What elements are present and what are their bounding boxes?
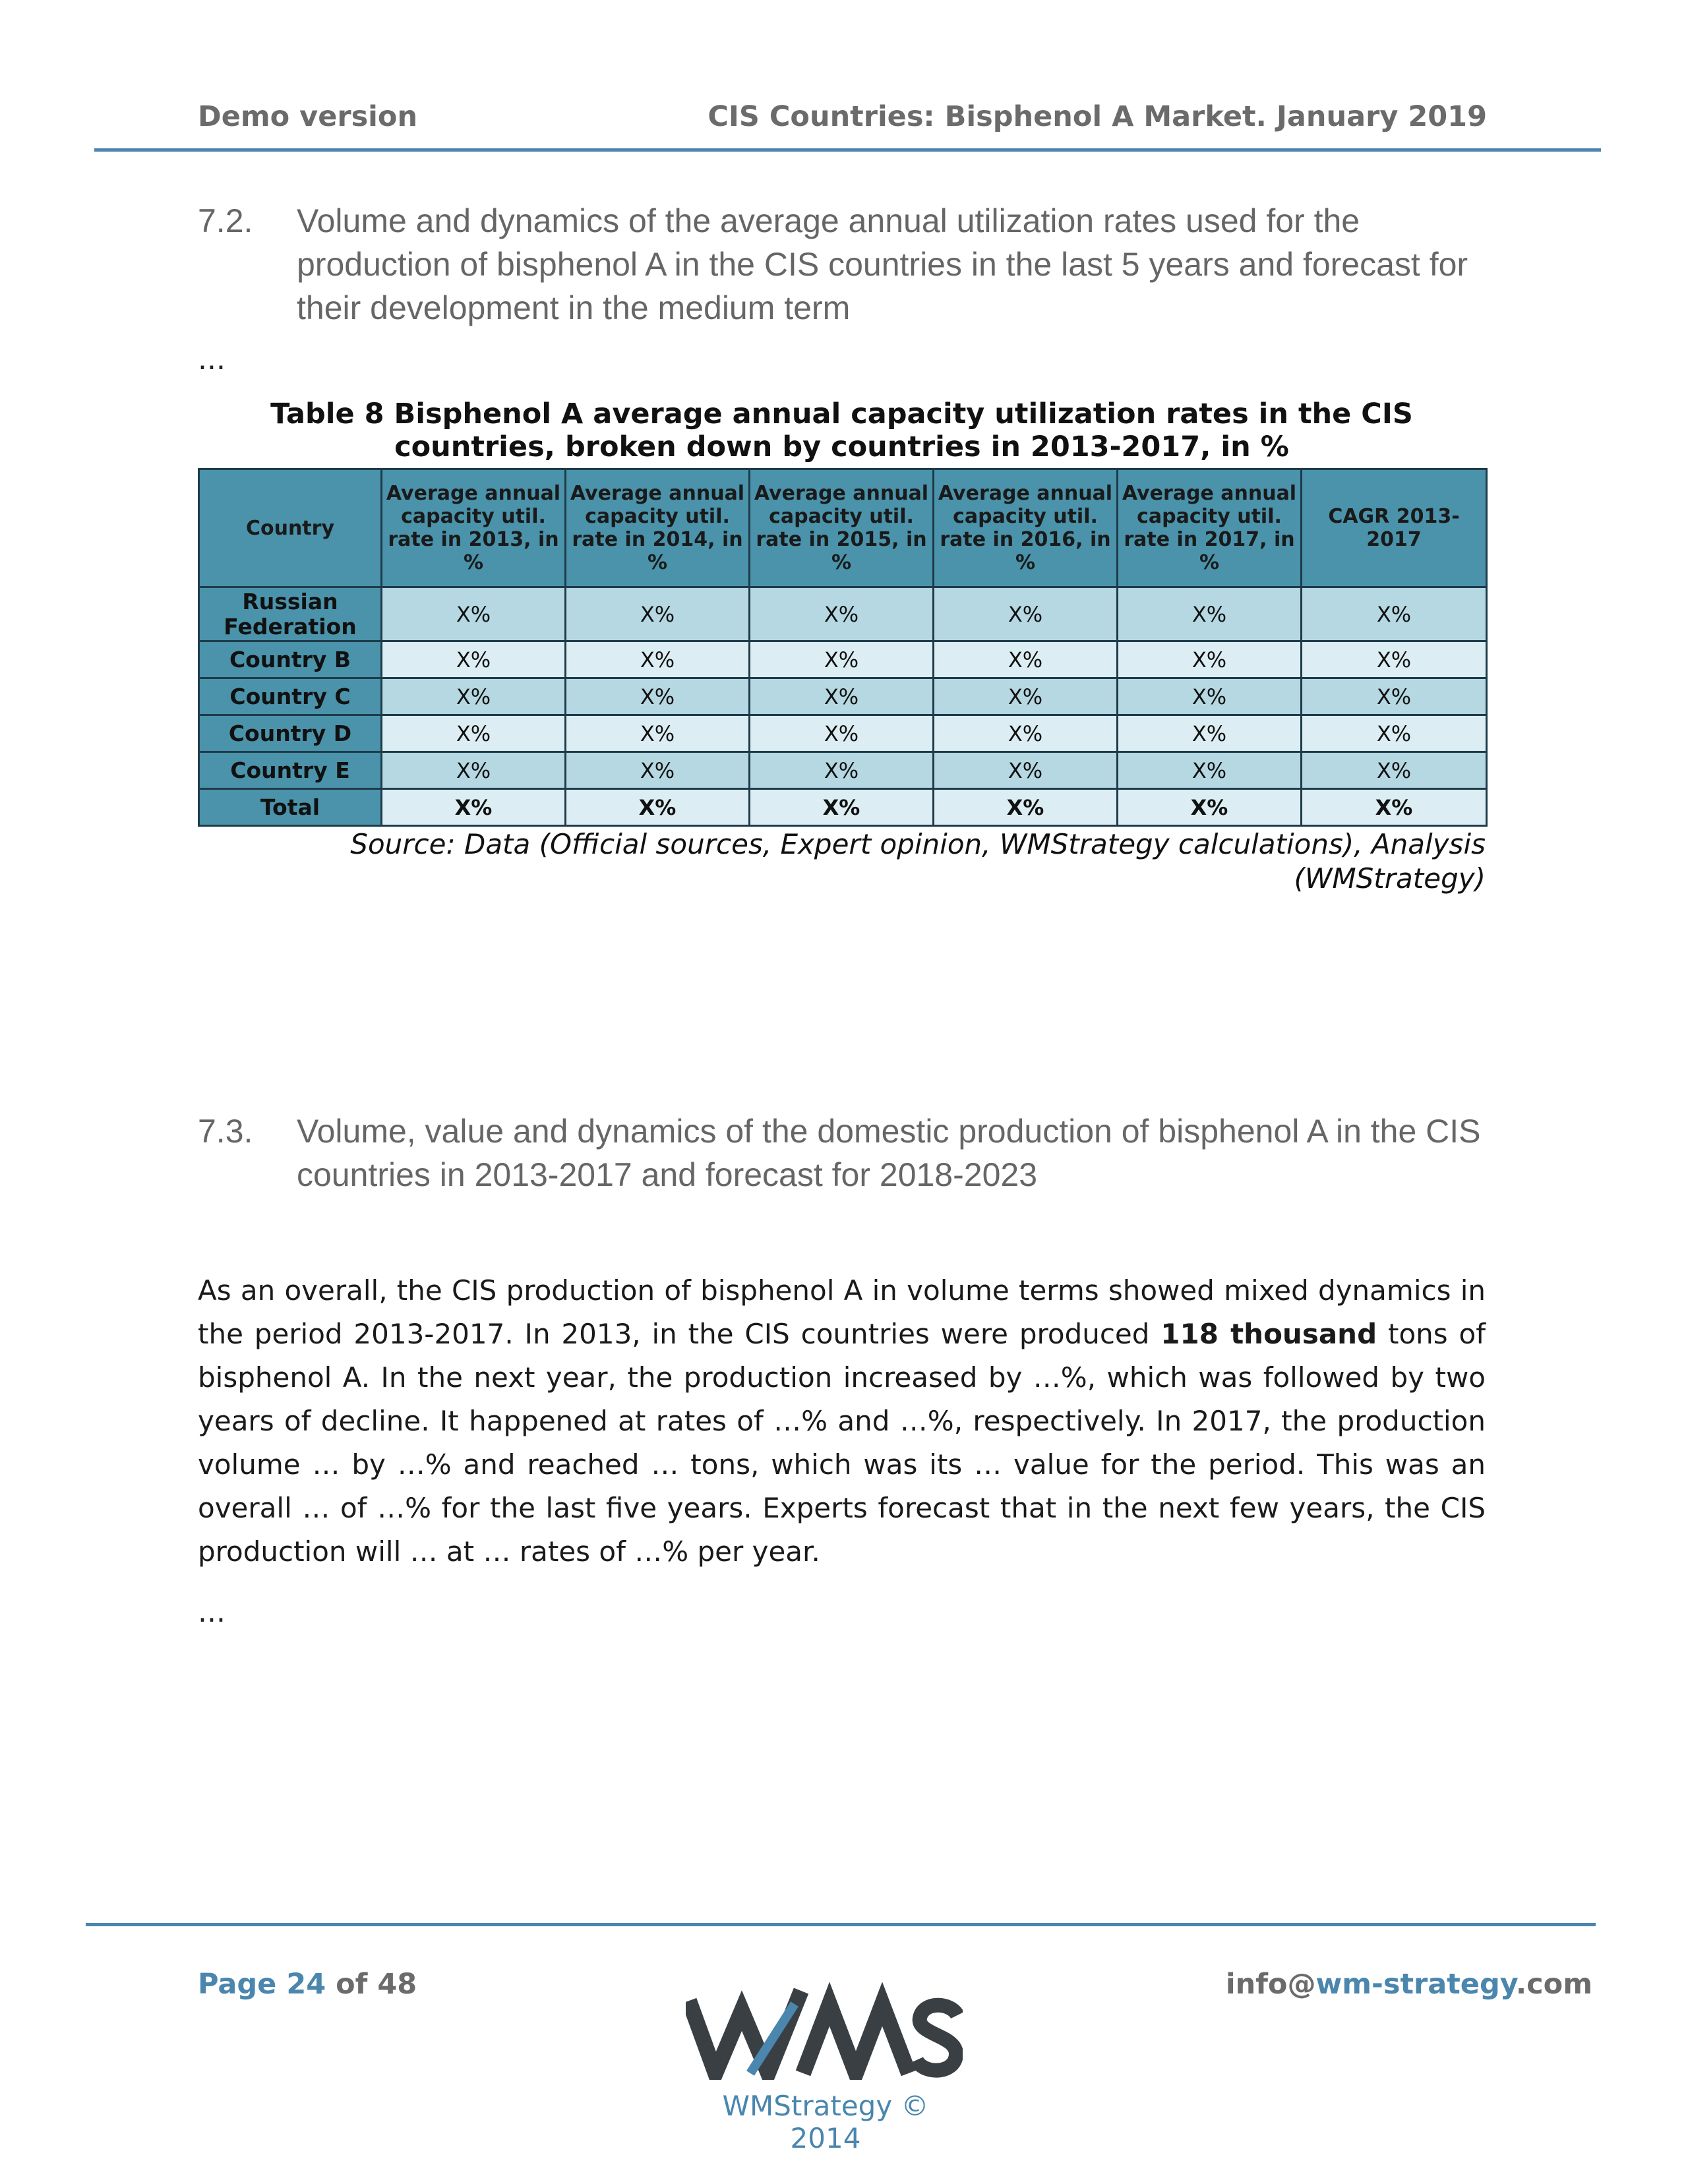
cell-value: X% [1302,752,1487,789]
cell-value: X% [382,789,566,826]
table-row [199,752,1487,789]
row-country-total: Total [199,789,382,826]
page-number: 24 [286,1968,326,2001]
cell-value: X% [750,641,934,678]
cell-value: X% [1118,752,1302,789]
paragraph-text: tons of bisphenol A. In the next year, the production increased by …%, which was followed by two years of decline. It happened at rates of …% and …%, respectively. In 2017, the production volume … by …% and reached … tons, which was its … value for the period. This was an overall … of …% for the last five years. Experts forecast that in the next few years, the CIS production will … at … rates of …% per year. [198,1318,1486,1568]
cell-value: X% [566,752,750,789]
email-domain: wm-strategy [1315,1968,1516,2001]
cell-value: X% [566,587,750,641]
table-total-row [199,789,1487,826]
cell-value: X% [750,678,934,715]
body-paragraph [198,1269,1486,1574]
cell-value: X% [750,752,934,789]
row-country: Country E [199,752,382,789]
logo-caption: WMStrategy © 2014 [722,2090,929,2154]
row-country: Country D [199,715,382,752]
section-title: Volume and dynamics of the average annual utilization rates used for the production of bisphenol A in the CIS countries in the last 5 years and forecast for their development in the medium term [297,202,1468,326]
utilization-table [198,468,1488,827]
row-country: Country B [199,641,382,678]
cell-value: X% [1302,715,1487,752]
cell-value: X% [1118,715,1302,752]
ellipsis: ... [198,1595,226,1629]
header-2014: Average annual capacity util. rate in 2014, in % [566,469,750,587]
section-heading-7-3 [198,1109,1490,1196]
contact-email[interactable] [1226,1968,1592,2001]
cell-value: X% [750,715,934,752]
header-divider [94,148,1601,152]
header-2017: Average annual capacity util. rate in 2017, in % [1118,469,1302,587]
cell-value: X% [382,715,566,752]
header-country: Country [199,469,382,587]
logo-letter-s [917,2005,957,2071]
table-row [199,641,1487,678]
cell-value: X% [1302,587,1487,641]
section-number: 7.2. [198,202,253,239]
table-header-row [199,469,1487,587]
section-heading-7-2 [198,199,1490,330]
footer-divider [86,1923,1596,1926]
paragraph-text: As an overall, the CIS production of bisphenol A in volume terms showed mixed dynamics in the period 2013-2017. In 2013, in the CIS countries were produced [198,1274,1486,1350]
cell-value: X% [382,587,566,641]
table-caption: Table 8 Bisphenol A average annual capacity utilization rates in the CIS countries, broken down by countries in 2013-2017, in % [270,398,1413,463]
ellipsis: ... [198,343,226,376]
cell-value: X% [382,752,566,789]
cell-value: X% [382,641,566,678]
row-country: Country C [199,678,382,715]
cell-value: X% [566,715,750,752]
table-row [199,678,1487,715]
table-row [199,587,1487,641]
cell-value: X% [566,641,750,678]
page-indicator [198,1968,417,2001]
cell-value: X% [1118,789,1302,826]
table-row [199,715,1487,752]
section-title: Volume, value and dynamics of the domestic production of bisphenol A in the CIS countries in 2013-2017 and forecast for 2018-2023 [297,1113,1481,1193]
cell-value: X% [934,641,1118,678]
page-label: Page [198,1968,277,2001]
cell-value: X% [566,678,750,715]
cell-value: X% [1118,678,1302,715]
email-prefix: info@ [1225,1968,1316,2001]
cell-value: X% [934,715,1118,752]
header-demo-label: Demo version [198,100,418,133]
cell-value: X% [934,587,1118,641]
page-total: of 48 [336,1968,417,2001]
cell-value: X% [1118,587,1302,641]
cell-value: X% [1118,641,1302,678]
header-2015: Average annual capacity util. rate in 2015, in % [750,469,934,587]
cell-value: X% [934,678,1118,715]
cell-value: X% [934,789,1118,826]
cell-value: X% [1302,789,1487,826]
section-number: 7.3. [198,1113,253,1150]
cell-value: X% [566,789,750,826]
header-report-title: CIS Countries: Bisphenol A Market. January 2019 [708,100,1487,133]
cell-value: X% [750,587,934,641]
cell-value: X% [382,678,566,715]
email-suffix: .com [1515,1968,1592,2001]
header-2016: Average annual capacity util. rate in 2016, in % [934,469,1118,587]
header-2013: Average annual capacity util. rate in 2013, in % [382,469,566,587]
logo-letter-w [689,1991,801,2073]
logo-letter-m [803,2004,909,2073]
cell-value: X% [750,789,934,826]
cell-value: X% [934,752,1118,789]
paragraph-bold: 118 thousand [1160,1318,1377,1350]
header-cagr: CAGR 2013-2017 [1302,469,1487,587]
cell-value: X% [1302,641,1487,678]
cell-value: X% [1302,678,1487,715]
row-country: Russian Federation [199,587,382,641]
table-source-note: Source: Data (Official sources, Expert opinion, WMStrategy calculations), Analysis (WMStrategy) [350,828,1486,895]
wms-logo [686,1974,963,2080]
